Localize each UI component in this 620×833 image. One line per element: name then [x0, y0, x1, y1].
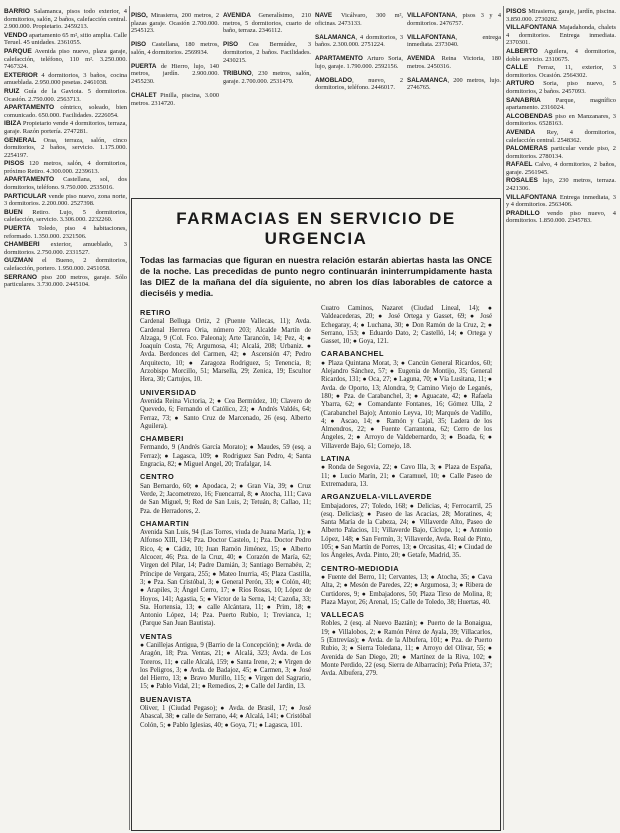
- district-heading: CENTRO-MEDIODIA: [321, 563, 400, 573]
- classified-ad: [4, 225, 127, 240]
- ad-keyword: BUEN: [4, 208, 23, 216]
- district-pharmacies: Fermando, 9 (Andrés García Morato); ● Maudes, 59 (esq. a Ferraz); ● Lagasca, 109; ● Rodriguez San Pedro, 4; Santa Engracia, 82; ● Miguel Angel, 20; Trafalgar, 14.: [140, 444, 311, 469]
- classified-ad: [506, 24, 616, 47]
- ad-text: apartamento 65 m², sitio amplia. Calle Teruel. 45 unidades. 2361055.: [4, 31, 127, 47]
- district-pharmacies: ● Fuente del Berro, 11; Cervantes, 13; ● Atocha, 35; ● Cava Alta, 2; ● Mesón de Paredes, 22; ● Argumosa, 3; ● Ribera de Curtidores, 9; ● Embajadores, 50; Plaza Tirso de Molina, 8; Plaza Mayor, 26; Arenal, 15; Calle de Toledo, 38; Huertas, 40.: [321, 573, 492, 606]
- classified-ad: [506, 48, 616, 63]
- classifieds-top-col-1: PISO, Mirasierra, 200 metros, 2 plazas garaje. Ocasión 2.700.000. 2545123. PISO Castellana, 180 metros, salón, 4 dormitorios. 2569934. PUERTA de Hierro, lujo, 140 metros, jardín. 2.900.000. 2455230. CHALET Pinilla, piscina, 3.000 metros. 2314720.: [131, 12, 219, 107]
- district-heading: CENTRO: [140, 472, 175, 482]
- ad-text: Aguilera, 4 dormitorios, doble servicio. 2310675.: [506, 47, 616, 63]
- district-heading: BUENAVISTA: [140, 694, 192, 704]
- ad-text: Ferraz, 11, exterior, 3 dormitorios. Ocasión. 2564302.: [506, 64, 616, 79]
- classified-ad: [4, 257, 127, 272]
- ad-keyword: RUIZ: [4, 87, 20, 95]
- classified-ad: [4, 120, 127, 135]
- ad-keyword: PISOS: [506, 8, 527, 15]
- column-divider: [503, 6, 504, 830]
- ad-keyword: ROSALES: [506, 177, 538, 185]
- ad-text: Soria, piso nuevo, 5 dormitorios, 2 baños. 2457093.: [506, 80, 616, 95]
- ad-text: 120 metros, salón, 4 dormitorios, próximo Retiro. 4.300.000. 2239613.: [4, 160, 127, 175]
- ad-text: piso 200 metros, garaje. Sólo particulares. 3.730.000. 2445104.: [4, 273, 127, 289]
- district-pharmacies: ● Canillejas Antigua, 9 (Barrio de la Concepción); ● Avda. de Aragón, 18; Pza. Ventas, 21; ● Alcalá, 323; Avda. de Los Toreros, 11; ● calle Alcalá, 159; ● Santa Irene, 2; ● Virgen de los Peligros, 3; ● Avda. de Badajoz, 45; ● Carmen, 3; ● José del Hierro, 13; ● Bravo Murillo, 115; ● Virgen del Sagrario, 15; ● Pablo Vidal, 21; ● Remedios, 2; ● Calle del Jardín, 13.: [140, 641, 311, 691]
- column-divider: [129, 6, 130, 830]
- district-pharmacies: Avenida San Luis, 94 (Las Torres, viuda de Juana María, 1); ● Alfonso XIII, 134; Pza. Doctor Castelo, 1; Pza. Doctor Pedro Rico, 4; ● Cádiz, 10; Juan Ramón Jiménez, 15; ● Alberto Alcocer, 46; Pza. de la Cruz, 40; ● Corazón de María, 62; Virgen del Pilar, 14; Padre Damián, 3; Santiago Bernabéu, 2; Príncipe de Vergara, 255; ● Mateo Inurria, 45; Plaza Castilla, 3; ● Pza. San Cristóbal, 3; ● General Perón, 33; ● Colón, 40; ● Arapiles, 3; Ángel Cerro, 17; ● Ríos Rosas, 10; López de Hoyos, 141; Agastia, 5; ● Víctor de la Serna, 14; Cazoña, 33; Sta. Hortensia, 13; ● calle Alcántara, 11; ● Prim, 18; ● Antonio López, 14; Pza. Puerto Rubio, 1; Trevianca, 1; (Parque San Juan Bautista).: [140, 529, 311, 628]
- district-heading: CHAMBERI: [140, 434, 184, 444]
- district-pharmacies: ● Ronda de Segovia, 22; ● Cavo Illa, 3; ● Plaza de España, 11; ● Lucio Marín, 21; ● Caramuel, 10; ● Calle Paseo de Extremadura, 13.: [321, 464, 492, 488]
- ad-text: el Bueno, 2 dormitorios, calefacción, portero. 1.950.000. 2451058.: [4, 257, 127, 272]
- ad-keyword: APARTAMENTO: [4, 104, 55, 112]
- ad-keyword: PUERTA: [4, 225, 31, 233]
- ad-keyword: PARTICULAR: [4, 192, 47, 200]
- classified-ad: [4, 193, 127, 208]
- classified-ad: [506, 64, 616, 79]
- classified-ad: [506, 177, 616, 192]
- ad-keyword: ARTURO: [506, 80, 535, 88]
- ad-keyword: PARQUE: [4, 47, 32, 55]
- ad-keyword: BARRIO: [4, 8, 31, 15]
- classified-ad: [4, 104, 127, 119]
- classified-ad: [4, 8, 127, 31]
- district-pharmacies: Cardenal Belluga Ortiz, 2 (Puente Vallecas, 11); Avda. Cardenal Herrera Oria, número 203; Alcalde Martín de Alzaga, 9 (Col. Fco. Paleona); Arte Tarancón, 14; Pez, 4; ● Joaquín Costa, 76; Argumosa, 41; Alcalá, 208; Urbaniz. ● Avda. Berdonces del Carmen, 42; ● Ascensión 47; Pedro Arquitecto, 10; ● Zaragoza Rodriguez, 5; Tenencia, 8; Arzobispo Morcillo, 51; Marsella, 29; Zenica, 19; Escultor Hera, 30; Cartujos, 10.: [140, 318, 311, 384]
- classified-ad: [506, 97, 616, 112]
- ad-keyword: CALLE: [506, 64, 528, 72]
- classified-ad: [506, 145, 616, 160]
- ad-keyword: EXTERIOR: [4, 71, 38, 79]
- ad-text: Retiro. Lujo, 5 dormitorios, calefacción, servicio. 3.306.000. 2232260.: [4, 208, 127, 224]
- ad-keyword: PISOS: [4, 160, 25, 168]
- ad-text: Castellana, sol, dos dormitorios, teléfono. 9.750.000. 2535016.: [4, 176, 127, 192]
- ad-text: céntrico, soleado, bien comunicado. 650.000. Facilidades. 2226054.: [4, 104, 127, 119]
- ad-text: Salamanca, pisos todo exterior, 4 dormitorios, salón, 2 baños, calefacción central. 2.900.000. Propietario. 2459213.: [4, 8, 127, 31]
- ad-keyword: APARTAMENTO: [4, 176, 55, 184]
- classifieds-column-right: [506, 8, 616, 830]
- ad-text: vendo piso nuevo, 4 dormitorios. 1.850.000. 2345783.: [506, 209, 616, 225]
- ad-text: 4 dormitorios, 3 baños, cocina amueblada. 2.950.000 pesetas. 2461038.: [4, 71, 127, 87]
- classifieds-top-strip: [131, 6, 501, 194]
- ad-text: Parque, magnífico apartamento. 2316024.: [506, 96, 616, 112]
- ad-text: particular vende piso, 2 dormitorios. 2780134.: [506, 145, 616, 160]
- classified-ad: [4, 274, 127, 289]
- ad-keyword: AVENIDA: [506, 128, 536, 136]
- classified-ad: [506, 210, 616, 225]
- ad-text: Avenida piso nuevo, plaza garaje, calefacción, teléfono, 110 m². 3.250.000. 7467324.: [4, 47, 127, 71]
- classified-ad: [4, 176, 127, 191]
- classified-ad: [4, 209, 127, 224]
- ad-keyword: ALBERTO: [506, 47, 538, 55]
- district-heading: VALLECAS: [321, 610, 365, 620]
- ad-text: Mirasierra, garaje, jardín, piscina. 3.850.000. 2730282.: [506, 8, 616, 23]
- district-pharmacies: San Bernardo, 60; ● Apodaca, 2; ● Gran Vía, 39; ● Cruz Verde, 2; Jacometrezo, 16; Fuencarral, 8; ● Atocha, 111; Cava de San Miguel, 9; Red de San Luis, 2; Tetuán, 8; Callao, 11; Pza. de Herradores, 2.: [140, 482, 311, 515]
- ad-keyword: SANABRIA: [506, 96, 541, 104]
- ad-keyword: VILLAFONTANA: [506, 24, 557, 32]
- ad-keyword: ALCOBENDAS: [506, 112, 553, 120]
- classified-ad: [506, 80, 616, 95]
- pharmacy-title: FARMACIAS EN SERVICIO DE URGENCIA: [176, 209, 456, 248]
- classified-ad: [4, 72, 127, 87]
- classified-ad: [4, 88, 127, 103]
- ad-keyword: CHAMBERI: [4, 241, 40, 249]
- classifieds-top-col-2: AVENIDA Generalísimo, 210 metros, 5 dormitorios, cuarto de baño, terraza. 2346112. PISO Cea Bermúdez, 3 dormitorios, 2 baños. Facilidades. 2430215. TRIBUNO, 230 metros, salón, garaje. 2.700.000. 2531479.: [223, 12, 311, 86]
- ad-keyword: IBIZA: [4, 120, 22, 128]
- pharmacy-column-left: [140, 305, 311, 732]
- pharmacy-column-right: [321, 305, 492, 732]
- classified-ad: [506, 161, 616, 176]
- ad-text: Rey, 4 dormitorios, calefacción central. 2548362.: [506, 128, 616, 144]
- classified-ad: [506, 194, 616, 209]
- ad-keyword: GUZMAN: [4, 257, 33, 265]
- classified-ad: [506, 129, 616, 144]
- pharmacy-notice: [131, 198, 501, 831]
- classified-ad: [4, 137, 127, 160]
- ad-text: Guía de la Gaviota. 5 dormitorios. Ocasión. 2.750.000. 2563713.: [4, 87, 127, 103]
- ad-text: Entrega inmediata, 3 y 4 dormitorios. 2563406.: [506, 193, 616, 209]
- ad-text: exterior, amueblado, 3 dormitorios. 2.750.000. 2331527.: [4, 241, 127, 256]
- ad-text: Calvo, 4 dormitorios, 2 baños, garaje. 2561945.: [506, 161, 616, 176]
- district-pharmacies: Avenida Reina Victoria, 2; ● Cea Bermúdez, 10; Clavero de Quevedo, 6; Fernando el Católico, 23; ● Andrés Valdés, 64; Ferraz, 73; ● Santo Cruz de Marcenado, 26 (esq. Alberto Aguilera).: [140, 397, 311, 430]
- classified-ad: [506, 113, 616, 128]
- district-heading: CHAMARTIN: [140, 518, 190, 528]
- district-heading: RETIRO: [140, 308, 171, 317]
- ad-text: vende piso nuevo, zona norte, 3 dormitorios. 2.200.000. 2527398.: [4, 192, 127, 208]
- classifieds-top-col-4: VILLAFONTANA, pisos 3 y 4 dormitorios. 2476757. VILLAFONTANA, entrega inmediata. 2373040. AVENIDA Reina Victoria, 180 metros. 2450316. SALAMANCA, 200 metros, lujo. 2746765.: [407, 12, 501, 92]
- ad-keyword: VENDO: [4, 31, 28, 39]
- classified-ad: [4, 241, 127, 256]
- district-heading: ARGANZUELA-VILLAVERDE: [321, 492, 432, 502]
- district-heading: CARABANCHEL: [321, 349, 384, 359]
- district-heading: UNIVERSIDAD: [140, 387, 197, 397]
- ad-keyword: GENERAL: [4, 136, 37, 144]
- ad-text: Propietario vende 4 dormitorios, terraza, garaje. Razón portería. 2747281.: [4, 120, 127, 135]
- ad-keyword: VILLAFONTANA: [506, 193, 557, 201]
- classified-ad: [506, 8, 616, 23]
- district-pharmacies: Oliver, 1 (Ciudad Pegaso); ● Avda. de Brasil, 17; ● José Abascal, 38; ● calle de Serrano, 44; ● Alcalá, 141; ● Cristóbal Colón, 5; ● Pablo Iglesias, 40; ● Goya, 71; ● Lagasca, 101.: [140, 705, 311, 729]
- classified-ad: [4, 160, 127, 175]
- district-pharmacies: Robles, 2 (esq. al Nuevo Baztán); ● Puerto de la Bonaigua, 19; ● Villalobos, 2; ● Ramón Pérez de Ayala, 39; Villacarlos, 5 (Entrevías); ● Avda. de la Albufera, 101; ● Pza. de Puerto Rubio, 3; ● Sierra Toledana, 11; ● Arroyo del Olivar, 55; ● Avenida de San Diego, 20; ● Martínez de la Riva, 102; ● Monte Perdido, 22 (esq. Sierra de Albarracín); Peña Prieta, 37; Avda. Albufera, 279.: [321, 620, 492, 678]
- district-pharmacies: Embajadores, 27; Toledo, 168; ● Delicias, 4; Ferrocarril, 25 (esq. Delicias); ● Paseo de las Acacias, 28; Moratines, 4; Santa María de la Cabeza, 24; ● Villaverde Alto, Paseo de Alberto Palacios, 11; Villaverde Bajo, Cíclope, 1; ● Antonio López, 148; ● San Fermín, 3; Villaverde, Avda. Real de Pinto, 105; ● San Martín de Porres, 13; ● Orcasitas, 41; ● Ciudad de los Ángeles, Avda. Pinto, 20; ● Getafe, Madrid, 35.: [321, 502, 492, 560]
- ad-keyword: PRADILLO: [506, 209, 540, 217]
- district-heading: LATINA: [321, 454, 351, 464]
- district-heading: VENTAS: [140, 631, 173, 641]
- ad-text: Majadahonda, chalets 4 dormitorios. Entrega inmediata. 2370301.: [506, 24, 616, 47]
- classifieds-column-left: [4, 8, 127, 830]
- district-pharmacies: Cuatro Caminos, Nazaret (Ciudad Lineal, 14); ● Valdeacederas, 20; ● José Ortega y Gasset, 69; ● José Echegaray, 4; ● Luchana, 30; ● Don Ramón de la Cruz, 2; ● Serrano, 153; ● Eduardo Dato, 2; Castelló, 14; ● Ortega y Gasset, 10; ● Goya, 121.: [321, 305, 492, 346]
- ad-keyword: PALOMERAS: [506, 145, 548, 153]
- ad-text: lujo, 230 metros, terraza. 2421306.: [506, 177, 616, 193]
- classifieds-top-col-3: NAVE Vicálvaro, 300 m², oficinas. 2473133. SALAMANCA, 4 dormitorios, 3 baños. 2.300.000. 2751224. APARTAMENTO Arturo Soria, lujo, garaje. 1.790.000. 2592156. AMOBLADO, nuevo, 2 dormitorios, teléfono. 2446017.: [315, 12, 403, 92]
- ad-text: Toledo, piso 4 habitaciones, reformado. 1.350.000. 2321506.: [4, 225, 127, 240]
- ad-text: Oraa, terraza, salón, cinco dormitorios, 2 baños, servicio. 1.175.000. 2254197.: [4, 136, 127, 159]
- ad-keyword: SERRANO: [4, 273, 37, 281]
- classified-ad: [4, 48, 127, 71]
- ad-keyword: RAFAEL: [506, 161, 533, 169]
- district-pharmacies: ● Plaza Quintana Morat, 3; ● Cancún General Ricardos, 60; Alejandro Sánchez, 57; ● Eugenia de Montijo, 35; General Ricardos, 131; ● Oca, 27; ● Laguna, 70; ● Vía Lusitana, 11; ● Avda. de Oporto, 13; Alondra, 9; Camino Viejo de Leganés, 180; ● Pza. de Carabanchel, 3; ● Aguacate, 42; ● Rafaela Ybarra, 62; ● Comandante Fontanes, 16; Gómez Ulla, 2 (Carabanchel Bajo); Antonio Leyva, 10; Marqués de Vadillo, 4; ● Ascao, 14; ● Ramón y Cajal, 35; Ladera de los Almendros, 22; ● Fuente Carrantona, 62; Cerro de los Ángeles, 2; ● Arroyo de Valdebernardo, 3; ● Boada, 6; ● Villaverde Bajo, 61; Cornejo, 18.: [321, 359, 492, 450]
- pharmacy-intro: Todas las farmacias que figuran en nuestra relación estarán abiertas hasta las ONCE de la noche. Las precedidas de punto negro continuarán ininterrumpidamente hasta las DIEZ de la mañana del día siguiente, no abren los días laborables de catorce a dieciséis y media.: [140, 255, 492, 298]
- classified-ad: [4, 32, 127, 47]
- ad-text: piso en Manzanares, 3 dormitorios. 6528163.: [506, 112, 616, 128]
